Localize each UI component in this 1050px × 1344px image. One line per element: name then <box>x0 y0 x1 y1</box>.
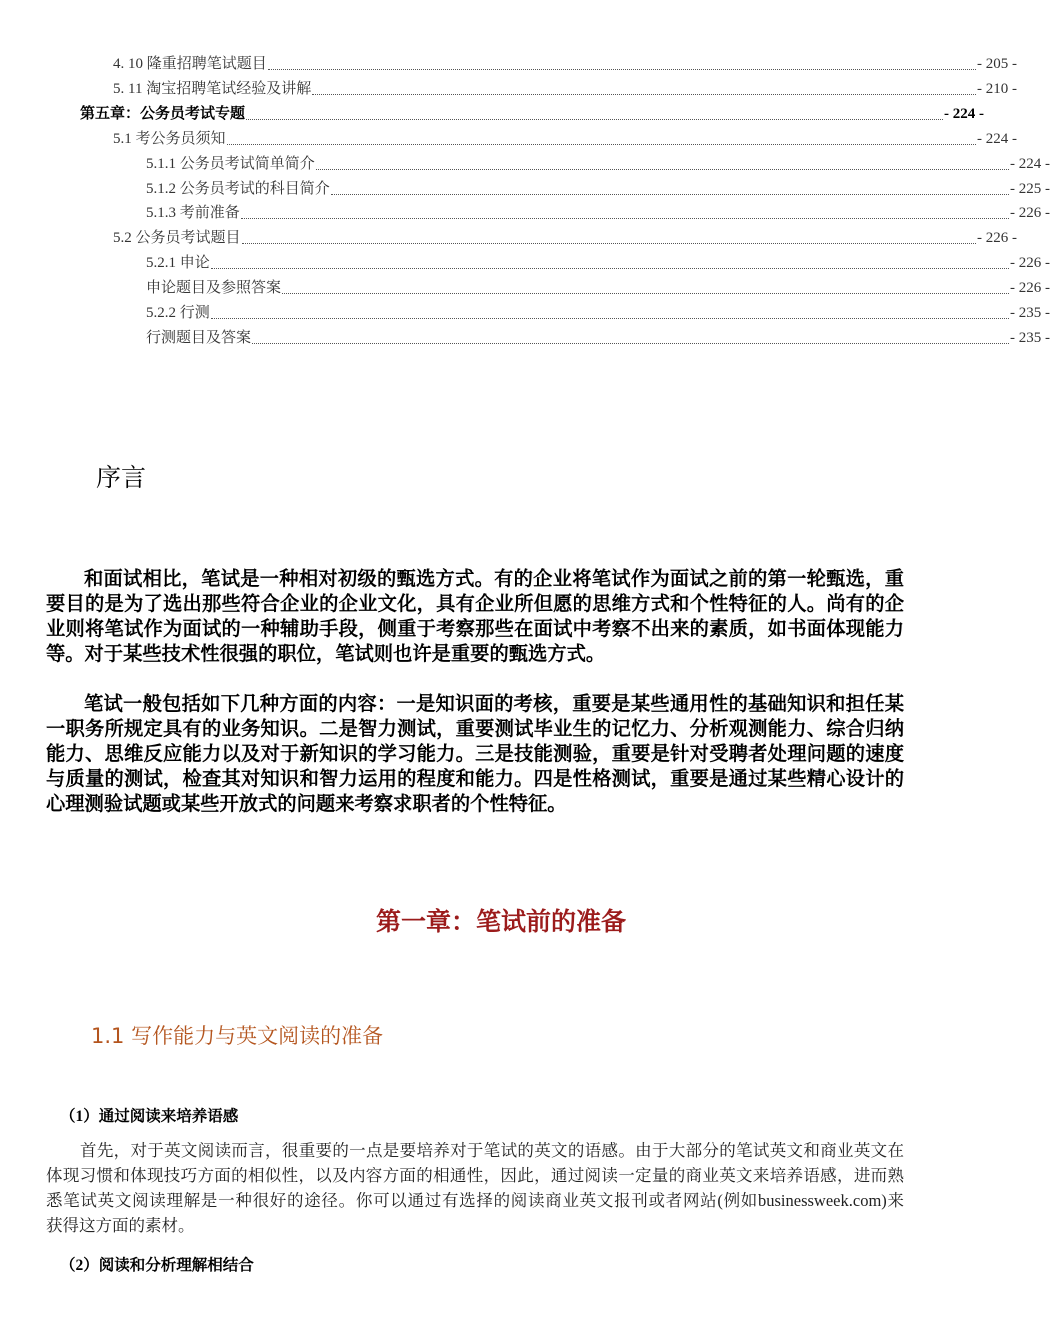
toc-entry-title: 申论题目及参照答案 <box>146 280 282 297</box>
toc-leader-dots <box>241 218 1009 219</box>
toc-entry[interactable] <box>0 251 1050 273</box>
text-line: 悉笔试英文阅读理解是一种很好的途径。你可以通过有选择的阅读商业英文报刊或者网站(例如businessweek.com)来 <box>46 1191 904 1210</box>
toc-entry-title: 5.2.1 申论 <box>146 255 210 272</box>
toc-leader-dots <box>252 343 1009 344</box>
preface-paragraph-1 <box>46 567 904 667</box>
toc-entry-page: - 235 - <box>1010 305 1050 321</box>
toc-entry-title: 5.2.2 行测 <box>146 305 210 321</box>
toc-entry-page: - 224 - <box>944 105 984 122</box>
toc-entry-page: - 235 - <box>1010 329 1050 346</box>
toc-entry-page: - 225 - <box>1010 180 1050 197</box>
toc-entry-title: 5. 11 淘宝招聘笔试经验及讲解 <box>113 80 312 97</box>
toc-leader-dots <box>211 268 1009 269</box>
toc-entry-page: - 226 - <box>977 230 1017 247</box>
text-line: 体现习惯和体现技巧方面的相似性，以及内容方面的相通性，因此，通过阅读一定量的商业英文来培养语感，进而熟 <box>46 1166 904 1185</box>
toc-entry[interactable] <box>0 52 1017 74</box>
text-line: 和面试相比，笔试是一种相对初级的甄选方式。有的企业将笔试作为面试之前的第一轮甄选，重 <box>84 569 904 590</box>
text-line: 首先，对于英文阅读而言，很重要的一点是要培养对于笔试的英文的语感。由于大部分的笔试英文和商业英文在 <box>80 1141 904 1160</box>
text-line: 等。对于某些技术性很强的职位，笔试则也许是重要的甄选方式。 <box>46 644 606 665</box>
preface-heading: 序言 <box>96 463 147 492</box>
toc-entry[interactable] <box>0 77 1017 99</box>
toc-entry-title: 第五章：公务员考试专题 <box>80 105 246 122</box>
text-line: 笔试一般包括如下几种方面的内容：一是知识面的考核，重要是某些通用性的基础知识和担任某 <box>84 694 904 715</box>
toc-entry-page: - 226 - <box>1010 205 1050 222</box>
body-paragraph <box>46 1138 904 1238</box>
toc-entry-title: 5.1.1 公务员考试简单简介 <box>146 155 315 172</box>
toc-entry-page: - 226 - <box>1010 255 1050 272</box>
toc-entry-page: - 226 - <box>1010 280 1050 297</box>
toc-leader-dots <box>242 243 976 244</box>
text-line: 获得这方面的素材。 <box>46 1216 195 1235</box>
toc-entry-page: - 210 - <box>977 80 1017 97</box>
toc-entry[interactable] <box>0 301 1050 323</box>
text-line: 要目的是为了选出那些符合企业的企业文化，具有企业所但愿的思维方式和个性特征的人。尚有的企 <box>46 594 904 615</box>
text-line: 业则将笔试作为面试的一种辅助手段，侧重于考察那些在面试中考察不出来的素质，如书面体现能力 <box>46 619 904 640</box>
toc-leader-dots <box>331 194 1009 195</box>
toc-entry-title: 行测题目及答案 <box>146 329 252 346</box>
toc-entry[interactable] <box>0 201 1050 223</box>
toc-leader-dots <box>268 69 976 70</box>
toc-entry-title: 5.2 公务员考试题目 <box>113 230 241 247</box>
text-line: 心理测验试题或某些开放式的问题来考察求职者的个性特征。 <box>46 794 567 815</box>
toc-leader-dots <box>316 169 1009 170</box>
text-line: 一职务所规定具有的业务知识。二是智力测试，重要测试毕业生的记忆力、分析观测能力、综合归纳 <box>46 719 904 740</box>
toc-leader-dots <box>282 293 1009 294</box>
toc-entry[interactable] <box>0 326 1050 348</box>
subheading-1: （1）通过阅读来培养语感 <box>60 1108 239 1125</box>
toc-leader-dots <box>312 94 976 95</box>
chapter-title: 第一章：笔试前的准备 <box>375 909 626 936</box>
text-line: 能力、思维反应能力以及对于新知识的学习能力。三是技能测验，重要是针对受聘者处理问题的速度 <box>46 744 904 765</box>
section-title: 1.1 写作能力与英文阅读的准备 <box>91 1024 384 1048</box>
toc-entry-title: 5.1 考公务员须知 <box>113 130 226 147</box>
toc-entry-page: - 224 - <box>977 130 1017 147</box>
toc-entry[interactable] <box>0 152 1050 174</box>
toc-entry[interactable] <box>0 102 984 124</box>
preface-paragraph-2 <box>46 692 904 817</box>
toc-leader-dots <box>246 119 943 120</box>
toc-entry[interactable] <box>0 276 1050 298</box>
toc-entry[interactable] <box>0 226 1017 248</box>
toc-leader-dots <box>227 144 976 145</box>
toc-entry-title: 5.1.2 公务员考试的科目简介 <box>146 180 330 197</box>
toc-entry-title: 5.1.3 考前准备 <box>146 205 240 222</box>
subheading-2: （2）阅读和分析理解相结合 <box>60 1257 254 1274</box>
text-line: 与质量的测试，检查其对知识和智力运用的程度和能力。四是性格测试，重要是通过某些精心设计的 <box>46 769 904 790</box>
toc-entry[interactable] <box>0 177 1050 199</box>
toc-entry-title: 4. 10 隆重招聘笔试题目 <box>113 56 267 72</box>
toc-entry[interactable] <box>0 127 1017 149</box>
toc-leader-dots <box>211 318 1009 319</box>
toc-entry-page: - 205 - <box>977 56 1017 72</box>
toc-entry-page: - 224 - <box>1010 155 1050 172</box>
